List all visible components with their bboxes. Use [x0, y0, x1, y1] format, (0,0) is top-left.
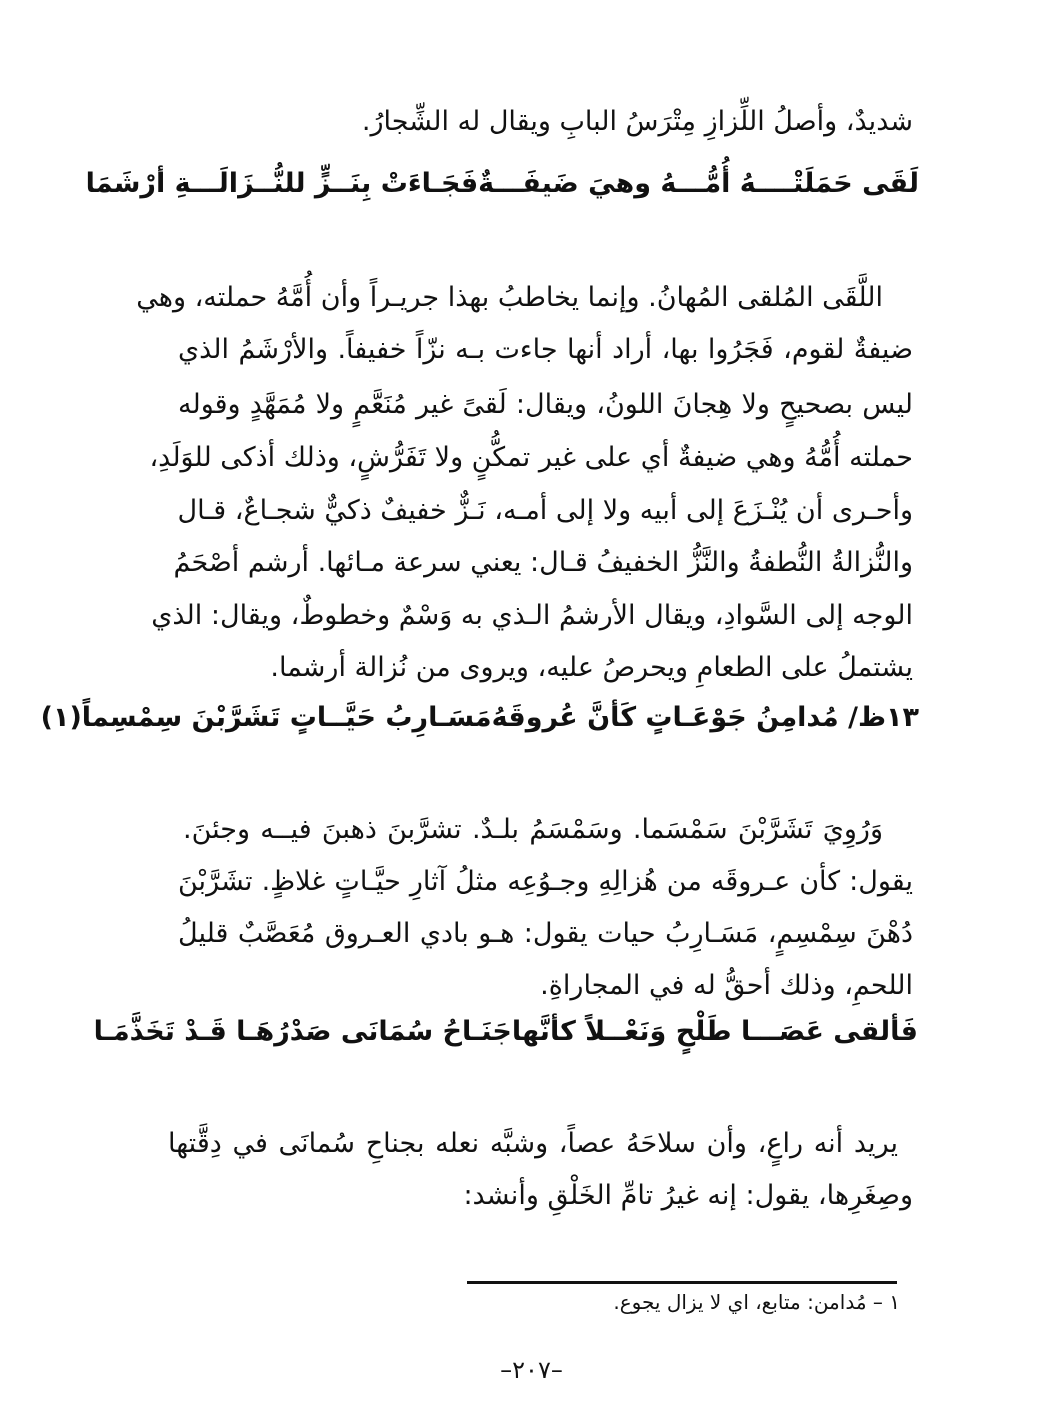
footnote: ١ – مُدامن: متابع، اي لا يزال يجوع. [613, 1290, 900, 1314]
paragraph-line: وأحـرى أن يُنْـزَعَ إلى أبيه ولا إلى أمـه، نَـزٌّ خفيفٌ ذكيٌّ شجـاعٌ، قـال [177, 495, 913, 526]
page-number: –٢٠٧– [500, 1356, 563, 1384]
paragraph-line: يشتملُ على الطعامِ ويحرصُ عليه، ويروى من نُزالة أرشما. [270, 652, 913, 683]
paragraph-line: يقول: كأن عـروقَه من هُزالِهِ وجـوُعِه مثلُ آثارِ حيَّـاتٍ غلاظٍ. تشَرَّبْنَ [178, 866, 913, 897]
verse-first-hemistich: ١٣ظ/ مُدامِنُ جَوْعَـاتٍ كَأنَّ عُروقَهُ [491, 702, 919, 733]
paragraph-line: يريد أنه راعٍ، وأن سلاحَهُ عصاً، وشبَّه نعله بجناحِ سُمانَى في دِقَّتها [168, 1128, 898, 1159]
paragraph-line: اللَّقَى المُلقى المُهانُ. وإنما يخاطبُ بهذا جريـراً وأن أُمَّهُ حملته، وهي [136, 282, 883, 313]
verse-first-hemistich: لَقَى حَمَلَتْــــهُ أُمُّـــهُ وهيَ ضَيفَـــةٌ [478, 168, 919, 199]
footnote-separator [467, 1281, 897, 1284]
verse-line [93, 1016, 918, 1047]
verse-second-hemistich: مَسَـارِبُ حَيَّــاتٍ تَشَرَّبْنَ سِمْسِماً(١) [40, 702, 492, 733]
paragraph-line: شديدٌ، وأصلُ اللِّزازِ مِتْرَسُ البابِ ويقال له الشِّجارُ. [361, 106, 913, 137]
paragraph-line: وصِغَرِها، يقول: إنه غيرُ تامِّ الخَلْقِ وأنشد: [463, 1180, 913, 1211]
paragraph-line: والنُّزالةُ النُّطفةُ والنَّزُّ الخفيفُ قـال: يعني سرعة مـائها. أرشم أصْحَمُ [173, 547, 913, 578]
verse-line [40, 702, 919, 733]
paragraph-line: وَرُوِيَ تَشَرَّبْنَ سَمْسَما. وسَمْسَمُ بلـدٌ. تشرَّبنَ ذهبنَ فيــه وجئنَ. [183, 814, 883, 845]
verse-second-hemistich: جَنَـاحُ سُمَانَى صَدْرُهَـا قَـدْ تَخَذَّمَـا [93, 1016, 512, 1047]
paragraph-line: حملته أُمُّهُ وهي ضيفةٌ أي على غير تمكُّنٍ ولا تَفَرُّشٍ، وذلك أذكى للوَلَدِ، [149, 442, 913, 473]
verse-line [85, 168, 919, 199]
paragraph-line: ضيفةٌ لقوم، فَجَرُوا بها، أراد أنها جاءت بـه نزّاً خفيفاً. والأرْشَمُ الذي [178, 334, 913, 365]
paragraph-line: دُهْنَ سِمْسِمٍ، مَسَـارِبُ حيات يقول: هـو بادي العـروق مُعَصَّبٌ قليلُ [178, 918, 913, 949]
paragraph-line: اللحمِ، وذلك أحقُّ له في المجاراةِ. [540, 970, 913, 1001]
verse-first-hemistich: فَألقى عَصَـــا طَلْحٍ وَنَعْــلاً كأنَّها [511, 1016, 918, 1047]
paragraph-line: ليس بصحيحٍ ولا هِجانَ اللونُ، ويقال: لَقىً غير مُنَعَّمٍ ولا مُمَهَّدٍ وقوله [178, 389, 913, 420]
verse-second-hemistich: فَجَـاءَتْ بِنَــزٍّ للنُّــزَالَـــةِ أرْشَمَا [85, 168, 479, 199]
paragraph-line: الوجه إلى السَّوادِ، ويقال الأرشمُ الـذي به وَسْمٌ وخطوطٌ، ويقال: الذي [151, 600, 913, 631]
